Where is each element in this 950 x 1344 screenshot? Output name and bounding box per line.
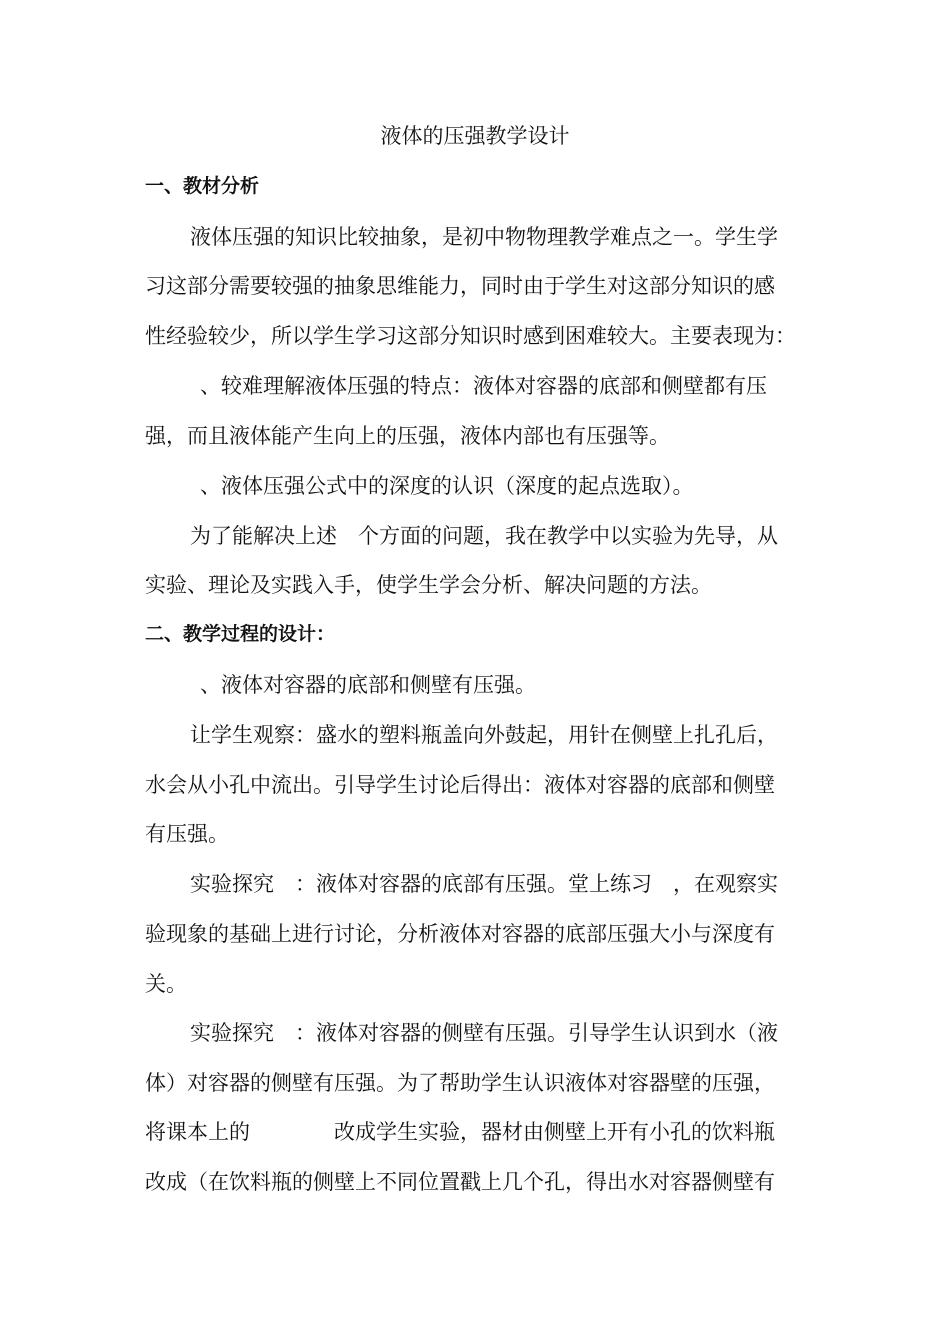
list-item-line: 强，而且液体能产生向上的压强，液体内部也有压强等。 — [145, 424, 670, 448]
paragraph-line: 改成（在饮料瓶的侧壁上不同位置戳上几个孔，得出水对容器侧壁有 — [145, 1170, 775, 1194]
paragraph-line: 体）对容器的侧壁有压强。为了帮助学生认识液体对容器壁的压强， — [145, 1071, 775, 1095]
paragraph-line: 有压强。 — [145, 822, 229, 846]
list-item-line: 、液体对容器的底部和侧壁有压强。 — [200, 673, 536, 697]
section-heading-textbook-analysis: 一、教材分析 — [145, 175, 260, 197]
paragraph-line: 让学生观察：盛水的塑料瓶盖向外鼓起，用针在侧壁上扎孔后， — [190, 723, 778, 747]
paragraph-line: 实验探究 ：液体对容器的底部有压强。堂上练习 ，在观察实 — [190, 872, 778, 896]
paragraph-line: 将课本上的 改成学生实验，器材由侧壁上开有小孔的饮料瓶 — [145, 1120, 775, 1144]
paragraph-line: 习这部分需要较强的抽象思维能力，同时由于学生对这部分知识的感 — [145, 274, 775, 298]
paragraph-line: 验现象的基础上进行讨论，分析液体对容器的底部压强大小与深度有 — [145, 922, 775, 946]
paragraph-line: 实验探究 ：液体对容器的侧壁有压强。引导学生认识到水（液 — [190, 1021, 778, 1045]
paragraph-line: 为了能解决上述 个方面的问题，我在教学中以实验为先导，从 — [190, 524, 778, 548]
paragraph-line: 液体压强的知识比较抽象，是初中物物理教学难点之一。学生学 — [190, 225, 778, 249]
list-item-line: 、较难理解液体压强的特点：液体对容器的底部和侧壁都有压 — [200, 374, 767, 398]
paragraph-line: 关。 — [145, 972, 187, 996]
list-item-line: 、液体压强公式中的深度的认识（深度的起点选取）。 — [200, 474, 694, 498]
paragraph-line: 性经验较少，所以学生学习这部分知识时感到困难较大。主要表现为： — [145, 324, 796, 348]
paragraph-line: 水会从小孔中流出。引导学生讨论后得出：液体对容器的底部和侧壁 — [145, 773, 775, 797]
section-heading-teaching-process: 二、教学过程的设计： — [145, 623, 336, 645]
paragraph-line: 实验、理论及实践入手，使学生学会分析、解决问题的方法。 — [145, 573, 712, 597]
document-title: 液体的压强教学设计 — [380, 124, 570, 148]
